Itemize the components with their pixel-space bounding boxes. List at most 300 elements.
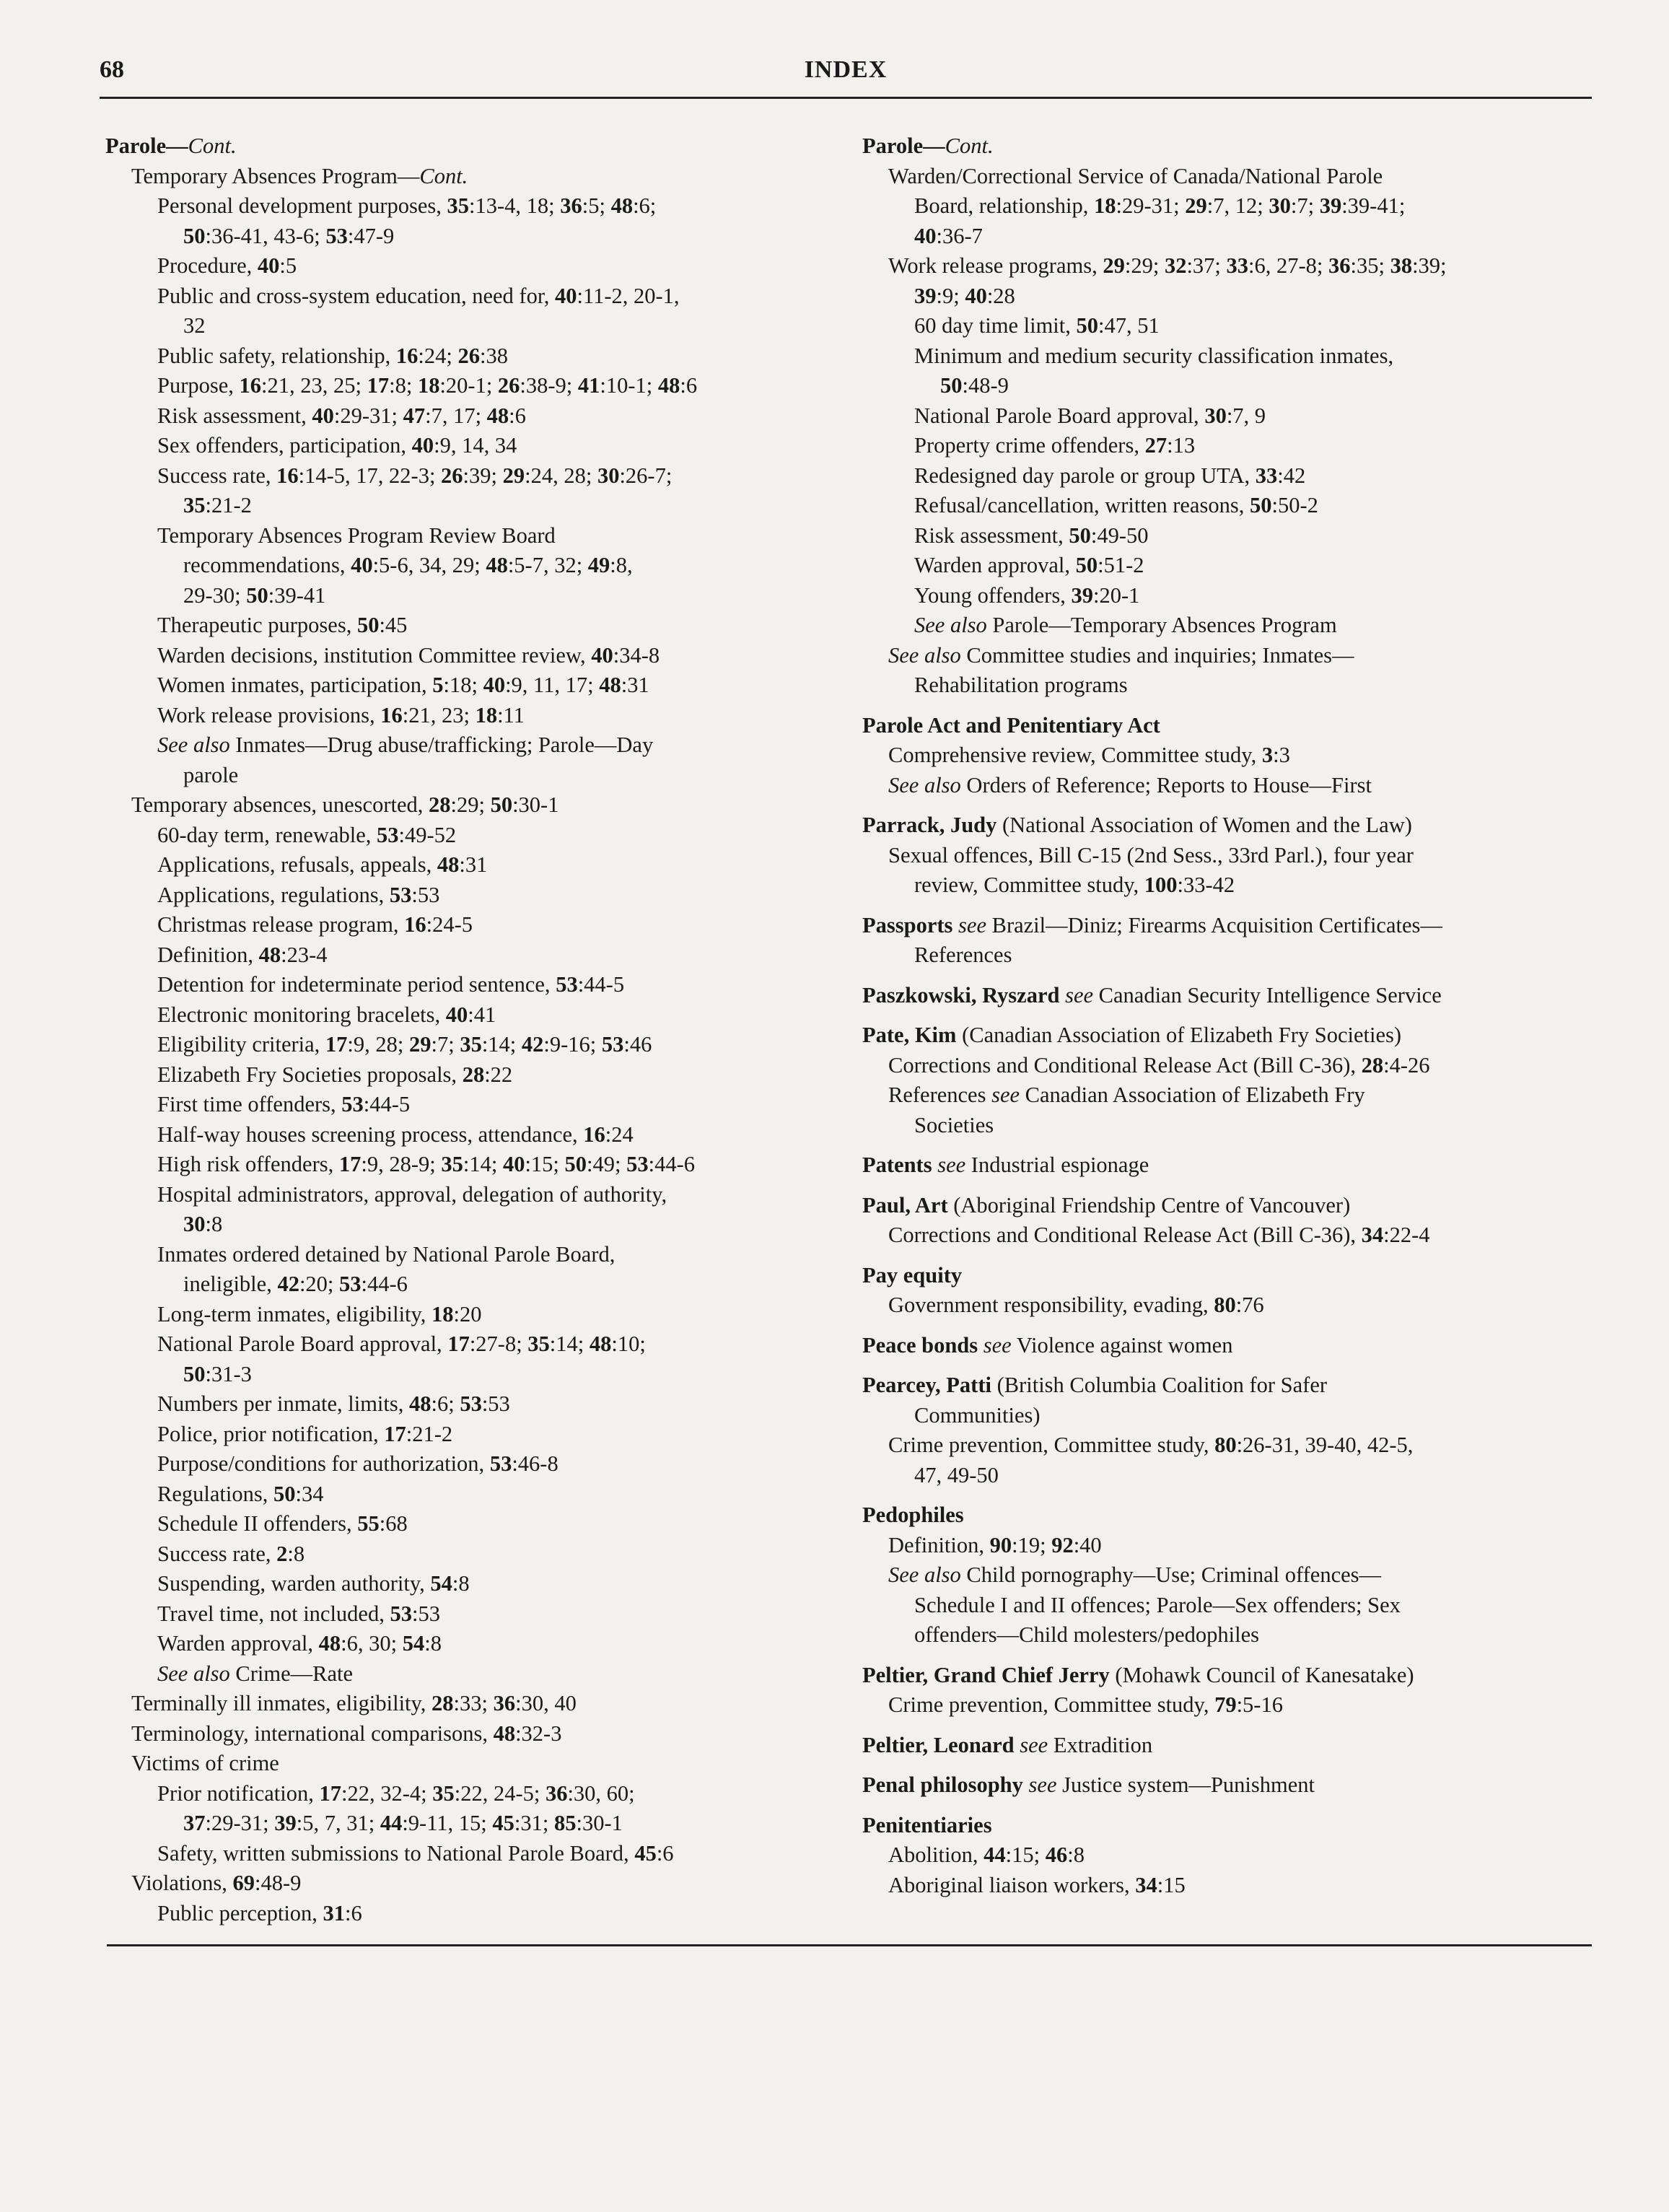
index-line	[105, 461, 834, 491]
index-line	[105, 251, 834, 281]
index-text: :5-6, 34, 29;	[372, 553, 486, 577]
index-ref-bold: 92	[1051, 1532, 1074, 1557]
index-ref-bold: 48	[318, 1631, 341, 1656]
index-ref-bold: 41	[577, 373, 600, 398]
index-line	[862, 222, 1593, 252]
index-line	[862, 551, 1593, 581]
index-ref-bold: 29	[1103, 253, 1125, 278]
index-text: Abolition,	[888, 1842, 984, 1867]
index-text: :6;	[431, 1391, 460, 1416]
index-text: :29;	[450, 792, 491, 817]
index-ref-bold: 3	[1261, 743, 1274, 767]
index-text: :49;	[587, 1152, 627, 1176]
index-text: Sex offenders, participation,	[157, 433, 412, 458]
index-text: Canadian Security Intelligence Service	[1093, 982, 1442, 1007]
index-ref-bold: 34	[1135, 1872, 1157, 1897]
index-text: offenders—Child molesters/pedophiles	[914, 1622, 1260, 1647]
index-line	[862, 771, 1593, 801]
index-text: :47, 51	[1098, 313, 1160, 338]
index-text: :28	[986, 283, 1015, 308]
index-ref-bold: 38	[1390, 253, 1413, 278]
index-ref-bold: 17	[447, 1332, 470, 1356]
index-text: :53	[411, 1601, 440, 1626]
index-line	[105, 1329, 834, 1360]
index-ref-bold: 18	[417, 373, 440, 398]
index-text: :8	[287, 1541, 305, 1566]
index-line	[862, 581, 1593, 611]
index-text: :26-7;	[619, 463, 673, 488]
index-line	[105, 850, 834, 880]
running-head: INDEX	[804, 56, 888, 83]
index-text: Definition,	[888, 1532, 990, 1557]
index-text: :6	[509, 403, 526, 428]
index-text: :44-6	[361, 1272, 408, 1296]
index-text: :31	[459, 852, 488, 877]
index-line	[862, 1290, 1593, 1321]
index-line	[105, 641, 834, 671]
index-text: Temporary absences, unescorted,	[131, 792, 429, 817]
index-text: Purpose,	[157, 373, 240, 398]
index-line	[105, 730, 834, 761]
page-header	[100, 56, 1592, 99]
index-text: :29;	[1124, 253, 1165, 278]
index-text: :7, 9	[1226, 403, 1266, 428]
index-text: :8;	[389, 373, 418, 398]
index-text: Therapeutic purposes,	[157, 613, 357, 637]
index-line	[105, 1120, 834, 1150]
index-line	[105, 431, 834, 461]
index-ref-bold: 36	[1328, 253, 1351, 278]
index-line	[862, 1371, 1593, 1401]
index-text: Comprehensive review, Committee study,	[888, 743, 1262, 767]
index-line	[105, 970, 834, 1000]
index-line	[105, 281, 834, 312]
index-text: :33;	[453, 1691, 494, 1715]
index-line	[862, 1840, 1593, 1871]
index-text: Travel time, not included,	[157, 1601, 390, 1626]
index-text: :6, 27-8;	[1248, 253, 1328, 278]
index-text: recommendations,	[183, 553, 351, 577]
index-ref-bold: 48	[486, 553, 508, 577]
index-text: :22	[484, 1062, 513, 1087]
index-text: Women inmates, participation,	[157, 673, 433, 697]
index-ref-bold: 50	[246, 582, 268, 608]
index-ref-bold: 18	[475, 702, 498, 727]
index-text: Eligibility criteria,	[157, 1032, 325, 1057]
index-ref-bold: 27	[1144, 433, 1168, 458]
index-text: Hospital administrators, approval, delegation of authority,	[157, 1181, 667, 1207]
index-text: :40	[1073, 1532, 1102, 1557]
index-text: :21-2	[406, 1421, 453, 1446]
index-text: :31;	[514, 1811, 554, 1835]
index-ref-bold: 17	[319, 1780, 341, 1806]
index-ref-bold: 33	[1226, 253, 1249, 278]
index-ref-bold: 40	[445, 1002, 468, 1027]
index-line	[862, 641, 1593, 671]
index-text: :35;	[1350, 253, 1390, 278]
index-text: :39-41	[268, 582, 326, 608]
index-line	[105, 1389, 834, 1420]
index-text: :5, 7, 31;	[296, 1811, 380, 1835]
index-text: :42	[1277, 463, 1306, 488]
index-ref-bold: 40	[502, 1152, 525, 1176]
index-text: Orders of Reference; Reports to House—First	[960, 772, 1372, 797]
index-text: :44-6	[648, 1152, 695, 1176]
index-ref-bold: 30	[1269, 193, 1291, 218]
index-ref-bold: 47	[403, 403, 426, 428]
index-text: Board, relationship,	[914, 193, 1095, 218]
index-line	[862, 1811, 1593, 1841]
index-line	[105, 1269, 834, 1300]
index-text-italic: See also	[914, 613, 987, 637]
index-text: :6	[656, 1840, 674, 1866]
index-text: Risk assessment,	[157, 403, 312, 428]
index-ref-bold: 40	[312, 403, 334, 428]
index-text: Success rate,	[157, 1541, 277, 1566]
index-ref-bold: 17	[325, 1032, 348, 1057]
index-line	[105, 1629, 834, 1659]
index-text: :41	[468, 1002, 496, 1027]
index-ref-bold: 53	[601, 1032, 624, 1057]
index-text: (British Columbia Coalition for Safer	[991, 1373, 1328, 1397]
index-ref-bold: 53	[389, 882, 412, 907]
index-text: :37;	[1186, 253, 1227, 278]
index-line	[862, 1531, 1593, 1561]
index-text-italic: see	[991, 1083, 1020, 1107]
index-text: Terminology, international comparisons,	[131, 1721, 494, 1746]
index-text: :19;	[1012, 1532, 1052, 1557]
index-ref-bold: Passports	[862, 912, 953, 937]
index-text: :6	[345, 1900, 362, 1925]
index-line	[105, 1300, 834, 1330]
index-text: :14;	[481, 1032, 522, 1057]
index-line	[862, 1111, 1593, 1141]
index-ref-bold: 31	[323, 1900, 346, 1925]
index-line	[105, 1809, 834, 1839]
index-text: :48-9	[962, 373, 1009, 398]
index-line	[862, 1150, 1593, 1181]
index-text: ineligible,	[183, 1272, 278, 1296]
index-ref-bold: Parole—	[862, 134, 945, 158]
index-ref-bold: 35	[527, 1332, 550, 1356]
index-text: Violence against women	[1011, 1332, 1233, 1358]
index-text: :50-2	[1271, 493, 1318, 517]
index-text: :20;	[299, 1272, 340, 1296]
index-line	[105, 1599, 834, 1630]
index-line	[105, 1060, 834, 1090]
index-line	[105, 162, 834, 192]
index-text: 60 day time limit,	[914, 313, 1077, 338]
index-text: :29-31;	[333, 403, 403, 428]
index-text: Redesigned day parole or group UTA,	[914, 463, 1256, 488]
index-text: Young offenders,	[914, 582, 1072, 608]
index-ref-bold: 53	[341, 1092, 364, 1116]
index-text: :20	[453, 1301, 482, 1326]
index-text: Committee studies and inquiries; Inmates—	[960, 642, 1354, 668]
index-ref-bold: 36	[560, 193, 582, 218]
index-text: :20-1	[1092, 582, 1140, 608]
index-line	[862, 940, 1593, 971]
index-text: Suspending, warden authority,	[157, 1571, 431, 1596]
index-ref-bold: 48	[599, 673, 621, 697]
index-line	[105, 311, 834, 341]
index-ref-bold: 29	[1185, 193, 1207, 218]
index-column-left	[105, 131, 834, 1928]
index-ref-bold: 28	[462, 1062, 485, 1087]
index-ref-bold: 79	[1214, 1692, 1237, 1717]
index-ref-bold: Penitentiaries	[862, 1812, 992, 1837]
index-line	[105, 1899, 834, 1929]
index-ref-bold: Parole—	[105, 134, 188, 158]
index-text: Rehabilitation programs	[914, 673, 1128, 697]
index-ref-bold: 16	[395, 343, 419, 368]
index-line	[862, 611, 1593, 641]
index-ref-bold: 42	[277, 1272, 299, 1296]
index-line	[105, 821, 834, 851]
index-text: :30, 40	[515, 1691, 577, 1715]
index-text: Work release provisions,	[157, 702, 381, 727]
index-text: Procedure,	[157, 253, 258, 278]
index-text: Risk assessment,	[914, 523, 1069, 548]
bottom-rule	[107, 1944, 1592, 1946]
index-text-italic: See also	[157, 733, 230, 757]
index-text: :9, 28-9;	[361, 1152, 442, 1176]
index-ref-bold: 50	[564, 1152, 587, 1176]
index-line	[862, 521, 1593, 551]
index-text-italic: Cont.	[419, 163, 468, 188]
index-ref-bold: 40	[483, 673, 506, 697]
index-line	[862, 1430, 1593, 1461]
index-ref-bold: Parrack, Judy	[862, 813, 997, 837]
index-text: :9, 14, 34	[434, 433, 517, 458]
index-text: References	[914, 943, 1012, 967]
index-ref-bold: Paul, Art	[862, 1192, 948, 1218]
index-text: :24-5	[426, 912, 473, 937]
index-text: Long-term inmates, eligibility,	[157, 1301, 432, 1326]
index-ref-bold: 35	[441, 1152, 463, 1176]
index-text: :23-4	[281, 942, 328, 967]
index-ref-bold: Pay equity	[862, 1262, 963, 1288]
index-ref-bold: 26	[457, 343, 480, 368]
index-ref-bold: 44	[984, 1842, 1006, 1867]
index-ref-bold: 53	[390, 1601, 412, 1626]
index-line	[862, 1261, 1593, 1291]
index-ref-bold: 16	[404, 912, 426, 937]
index-ref-bold: 34	[1361, 1223, 1384, 1247]
index-ref-bold: 50	[940, 373, 963, 398]
index-ref-bold: 40	[257, 253, 280, 278]
index-line	[105, 761, 834, 791]
index-text-italic: See also	[888, 1562, 961, 1587]
index-ref-bold: 39	[274, 1811, 297, 1835]
index-line	[862, 1661, 1593, 1691]
index-ref-bold: 49	[587, 553, 610, 577]
index-text: Definition,	[157, 942, 259, 967]
index-text: Refusal/cancellation, written reasons,	[914, 493, 1250, 517]
index-text: (Mohawk Council of Kanesatake)	[1109, 1662, 1414, 1687]
index-text: Christmas release program,	[157, 912, 405, 937]
index-ref-bold: 100	[1144, 873, 1178, 897]
index-ref-bold: 80	[1214, 1433, 1237, 1457]
index-text: Applications, regulations,	[157, 882, 390, 907]
index-line	[105, 131, 834, 162]
index-line	[862, 401, 1593, 432]
index-ref-bold: 53	[377, 822, 399, 847]
index-text: review, Committee study,	[914, 873, 1144, 897]
index-ref-bold: 53	[626, 1152, 649, 1176]
index-line	[862, 131, 1593, 162]
index-ref-bold: 28	[1361, 1052, 1384, 1077]
index-text: Schedule I and II offences; Parole—Sex offenders; Sex	[914, 1592, 1401, 1617]
index-ref-bold: 46	[1045, 1842, 1068, 1867]
index-line	[862, 1731, 1593, 1761]
index-ref-bold: 90	[989, 1532, 1012, 1557]
index-line	[105, 1479, 834, 1510]
index-line	[862, 1080, 1593, 1111]
index-ref-bold: 54	[430, 1571, 452, 1596]
index-line	[105, 1150, 834, 1180]
index-text: Sexual offences, Bill C-15 (2nd Sess., 33rd Parl.), four year	[888, 842, 1414, 867]
index-text: Aboriginal liaison workers,	[888, 1872, 1136, 1897]
index-line	[862, 1560, 1593, 1591]
index-text: :15	[1157, 1872, 1186, 1897]
index-ref-bold: 35	[447, 193, 470, 218]
index-line	[105, 1539, 834, 1570]
index-text-italic: Cont.	[188, 134, 237, 158]
index-ref-bold: 40	[555, 283, 577, 308]
index-text: :76	[1235, 1293, 1264, 1317]
index-ref-bold: 39	[914, 283, 937, 308]
index-text: :29-31;	[1116, 193, 1186, 218]
index-text: :33-42	[1177, 873, 1235, 897]
index-text: :6;	[633, 193, 657, 218]
index-line	[862, 981, 1593, 1011]
index-line	[105, 1090, 834, 1120]
index-text: :38-9;	[520, 373, 578, 398]
index-ref-bold: 17	[338, 1152, 362, 1176]
index-ref-bold: 50	[183, 1361, 206, 1386]
index-text: Victims of crime	[131, 1751, 279, 1775]
index-line	[862, 1871, 1593, 1901]
index-text: :30, 60;	[567, 1780, 635, 1806]
index-text: :10-1;	[600, 373, 658, 398]
index-ref-bold: 50	[1249, 493, 1272, 517]
index-text: First time offenders,	[157, 1092, 342, 1116]
index-text-italic: see	[952, 912, 986, 937]
index-text: :46	[623, 1032, 652, 1057]
index-ref-bold: 50	[273, 1481, 296, 1506]
index-ref-bold: 53	[325, 223, 348, 248]
index-text: :6	[680, 373, 698, 398]
index-ref-bold: 53	[339, 1272, 362, 1296]
index-ref-bold: 69	[232, 1871, 255, 1895]
index-ref-bold: 50	[183, 223, 206, 248]
index-line	[105, 491, 834, 521]
index-text: Corrections and Conditional Release Act (Bill C-36),	[888, 1223, 1362, 1247]
index-ref-bold: 48	[486, 403, 509, 428]
index-text: Schedule II offenders,	[157, 1511, 358, 1536]
index-ref-bold: Peltier, Grand Chief Jerry	[862, 1662, 1110, 1687]
index-ref-bold: 16	[276, 463, 299, 488]
index-text: :8	[205, 1212, 223, 1236]
index-line	[105, 611, 834, 641]
index-text: :14;	[463, 1152, 503, 1176]
index-ref-bold: 29	[502, 463, 525, 488]
index-text: Public and cross-system education, need for,	[157, 283, 556, 308]
index-text: :21, 23;	[402, 702, 476, 727]
index-text: Societies	[914, 1112, 994, 1137]
index-text: Crime prevention, Committee study,	[888, 1433, 1215, 1457]
index-text: :32-3	[515, 1721, 562, 1746]
index-ref-bold: 30	[183, 1212, 206, 1236]
index-ref-bold: 29	[409, 1032, 432, 1057]
index-text: :11	[497, 702, 525, 727]
index-line	[105, 701, 834, 731]
index-text: :5	[279, 253, 297, 278]
index-line	[105, 880, 834, 911]
index-text: parole	[183, 762, 239, 787]
index-text: :9, 28;	[347, 1032, 409, 1057]
index-text: :39;	[463, 463, 503, 488]
index-line	[105, 551, 834, 581]
index-ref-bold: 40	[351, 553, 373, 577]
index-line	[105, 1779, 834, 1809]
index-text: Work release programs,	[888, 253, 1103, 278]
index-line	[862, 1401, 1593, 1431]
index-line	[862, 251, 1593, 281]
index-text: Warden/Correctional Service of Canada/National Parole	[888, 163, 1383, 188]
index-line	[105, 1839, 834, 1869]
index-line	[105, 1509, 834, 1539]
index-line	[105, 790, 834, 821]
index-ref-bold: 28	[432, 1691, 454, 1715]
index-ref-bold: Penal philosophy	[862, 1772, 1023, 1797]
index-ref-bold: 50	[1075, 553, 1098, 577]
index-ref-bold: Peltier, Leonard	[862, 1732, 1015, 1757]
index-ref-bold: 48	[409, 1391, 432, 1416]
index-text: :8	[452, 1571, 470, 1596]
index-ref-bold: 45	[634, 1840, 657, 1866]
index-line	[862, 1191, 1593, 1221]
index-line	[862, 670, 1593, 701]
index-line	[862, 1591, 1593, 1621]
index-line	[105, 521, 834, 551]
index-text: :7, 12;	[1206, 193, 1269, 218]
index-line	[862, 191, 1593, 222]
index-text: :5-16	[1236, 1692, 1283, 1717]
index-text: :44-5	[363, 1092, 411, 1116]
index-line	[105, 1659, 834, 1689]
index-ref-bold: 44	[380, 1811, 403, 1835]
index-text: :4-26	[1383, 1052, 1430, 1077]
index-ref-bold: 48	[258, 942, 281, 967]
index-text: Success rate,	[157, 463, 277, 488]
index-ref-bold: 18	[432, 1301, 454, 1326]
index-text: :10;	[611, 1332, 646, 1356]
index-text: Justice system—Punishment	[1056, 1772, 1315, 1797]
index-text: :47-9	[347, 223, 395, 248]
index-text: :5;	[582, 193, 611, 218]
index-text: :39-41;	[1341, 193, 1406, 218]
index-text: :21, 23, 25;	[261, 373, 367, 398]
index-text: :24, 28;	[525, 463, 597, 488]
index-text: :13	[1167, 433, 1196, 458]
index-text: :20-1;	[439, 373, 498, 398]
index-text: National Parole Board approval,	[157, 1332, 448, 1356]
index-ref-bold: 42	[521, 1032, 544, 1057]
index-text: Minimum and medium security classification inmates,	[914, 343, 1394, 368]
index-ref-bold: 32	[1164, 253, 1187, 278]
